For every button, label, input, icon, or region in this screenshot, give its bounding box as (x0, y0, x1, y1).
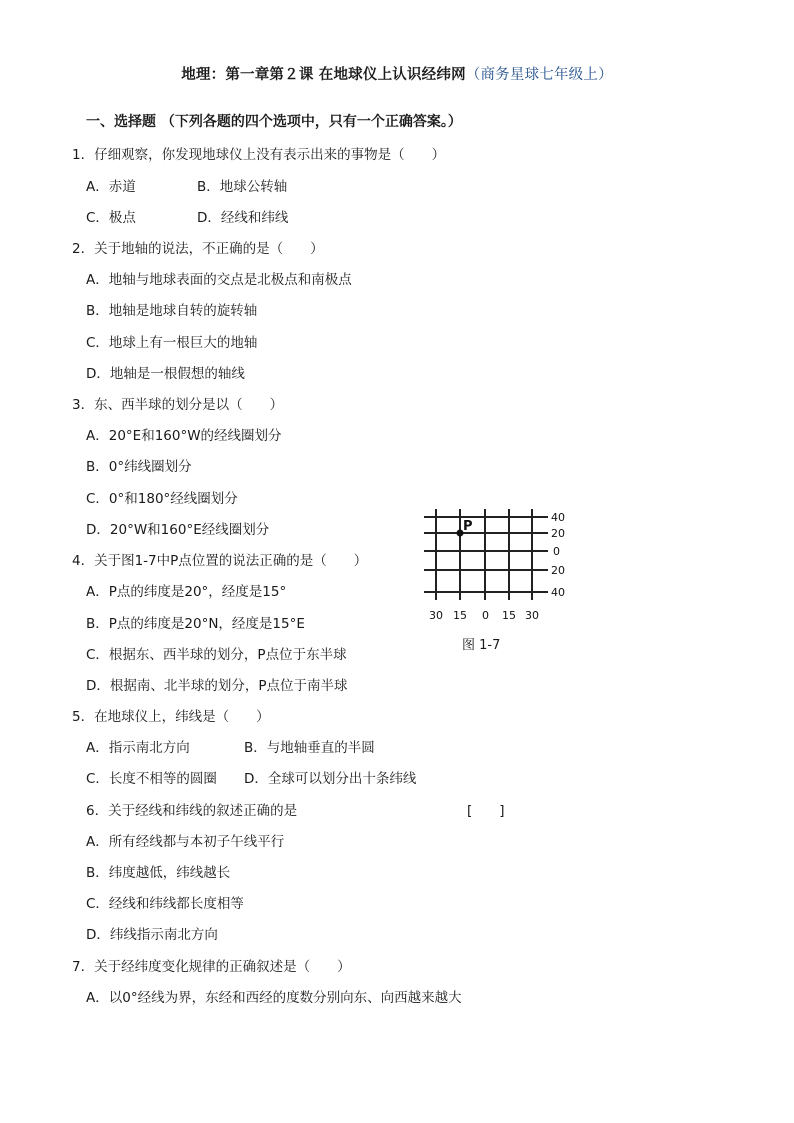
lat-label-40s: 40 (551, 586, 565, 599)
q4-option-b: B．P点的纬度是20°N，经度是15°E (86, 616, 305, 632)
q3-option-a: A．20°E和160°W的经线圈划分 (86, 428, 282, 444)
question-2-stem: 2．关于地轴的说法，不正确的是（ ） (72, 241, 324, 257)
question-3-stem: 3．东、西半球的划分是以（ ） (72, 397, 284, 413)
q3-option-b: B．0°纬线圈划分 (86, 459, 192, 475)
lat-label-20n: 20 (551, 527, 565, 540)
page-title (0, 63, 794, 84)
q6-answer-bracket: [ ] (467, 803, 505, 819)
q4-option-d: D．根据南、北半球的划分，P点位于南半球 (86, 678, 348, 694)
question-5-stem: 5．在地球仪上，纬线是（ ） (72, 709, 270, 725)
figure-caption: 图 1-7 (462, 638, 501, 653)
q1-option-d: D．经线和纬线 (197, 210, 289, 226)
q6-option-a: A．所有经线都与本初子午线平行 (86, 834, 285, 850)
q3-option-d: D．20°W和160°E经线圈划分 (86, 522, 270, 538)
q2-option-b: B．地轴是地球自转的旋转轴 (86, 303, 258, 319)
lat-label-20s: 20 (551, 564, 565, 577)
q6-option-d: D．纬线指示南北方向 (86, 927, 218, 943)
question-6-stem: 6．关于经线和纬线的叙述正确的是 (86, 803, 298, 819)
question-7-stem: 7．关于经纬度变化规律的正确叙述是（ ） (72, 959, 351, 975)
q1-option-b: B．地球公转轴 (197, 179, 288, 195)
lon-label-0: 0 (482, 609, 489, 622)
lon-label-15e: 15 (502, 609, 516, 622)
q5-option-c: C．长度不相等的圆圈 (86, 771, 217, 787)
title-sub: （商务星球七年级上） (465, 67, 613, 83)
question-1-stem: 1．仔细观察，你发现地球仪上没有表示出来的事物是（ ） (72, 147, 446, 163)
q5-option-d: D．全球可以划分出十条纬线 (244, 771, 417, 787)
q5-option-a: A．指示南北方向 (86, 740, 190, 756)
q3-option-c: C．0°和180°经线圈划分 (86, 491, 238, 507)
section-heading: 一、选择题 （下列各题的四个选项中，只有一个正确答案。） (86, 114, 462, 130)
q4-option-a: A．P点的纬度是20°，经度是15° (86, 584, 287, 600)
lat-lon-grid-figure (418, 505, 578, 655)
q2-option-a: A．地轴与地球表面的交点是北极点和南极点 (86, 272, 352, 288)
point-p-label: P (463, 519, 473, 534)
lon-label-15w: 15 (453, 609, 467, 622)
lon-label-30e: 30 (525, 609, 539, 622)
q4-option-c: C．根据东、西半球的划分，P点位于东半球 (86, 647, 347, 663)
q1-option-c: C．极点 (86, 210, 136, 226)
lon-label-30w: 30 (429, 609, 443, 622)
q2-option-c: C．地球上有一根巨大的地轴 (86, 335, 258, 351)
q5-option-b: B．与地轴垂直的半圆 (244, 740, 375, 756)
q7-option-a: A．以0°经线为界，东经和西经的度数分别向东、向西越来越大 (86, 990, 462, 1006)
lat-label-40n: 40 (551, 511, 565, 524)
lat-label-0: 0 (553, 545, 560, 558)
question-4-stem: 4．关于图1-7中P点位置的说法正确的是（ ） (72, 553, 368, 569)
q6-option-c: C．经线和纬线都长度相等 (86, 896, 244, 912)
title-main: 地理：第一章第２课 在地球仪上认识经纬网 (181, 67, 466, 83)
q6-option-b: B．纬度越低，纬线越长 (86, 865, 231, 881)
q2-option-d: D．地轴是一根假想的轴线 (86, 366, 245, 382)
q1-option-a: A．赤道 (86, 179, 136, 195)
